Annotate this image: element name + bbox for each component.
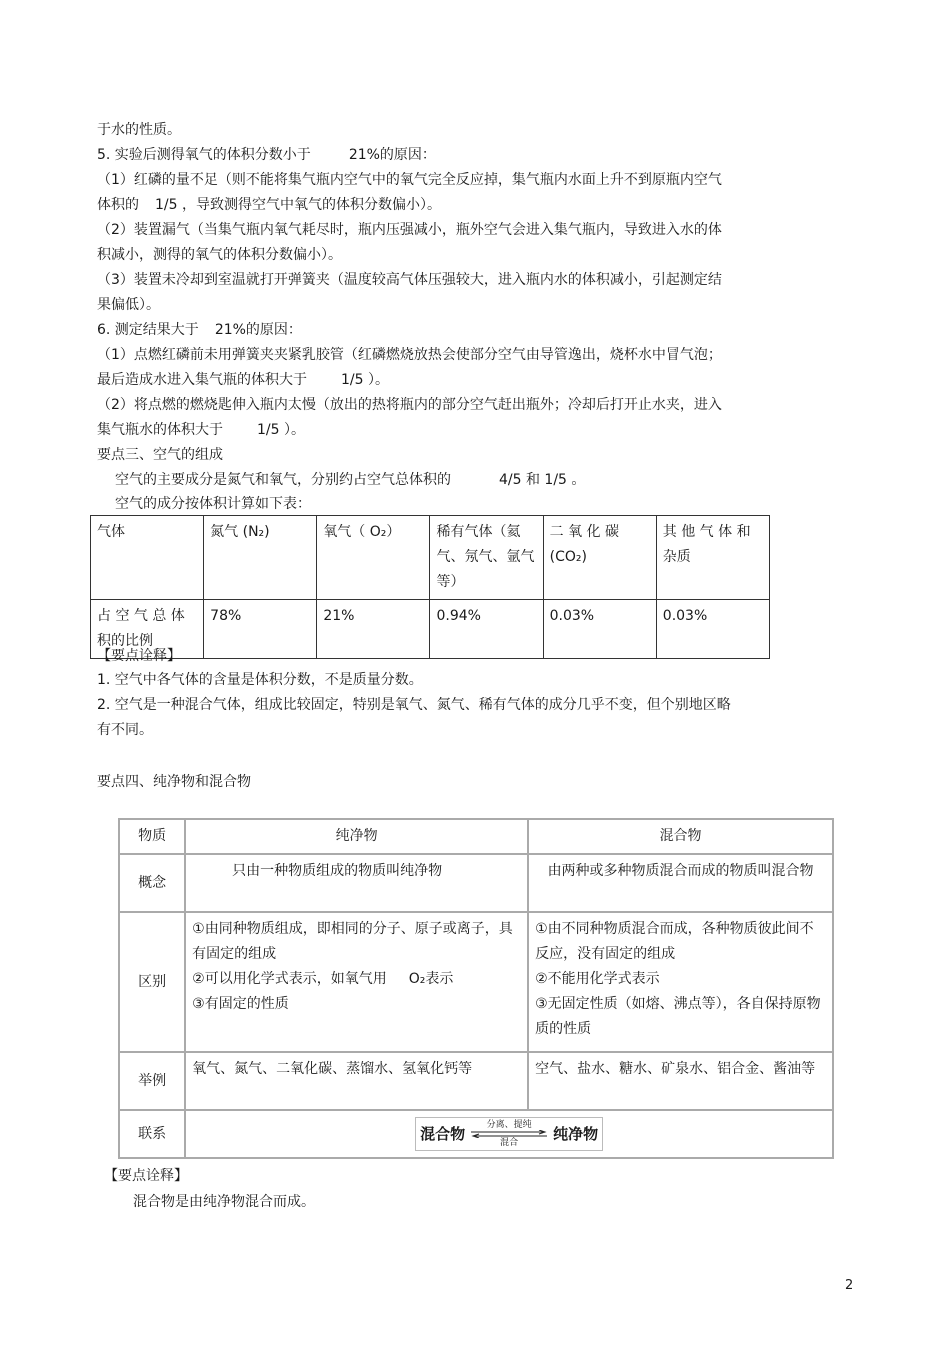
text-line: 混合物是由纯净物混合而成。	[133, 1194, 315, 1210]
note-heading: 【要点诠释】	[97, 648, 181, 664]
text-line: 空气的成分按体积计算如下表：	[115, 496, 311, 512]
table-cell: 纯净物	[185, 819, 528, 854]
text-line: 2. 空气是一种混合气体，组成比较固定，特别是氧气、氮气、稀有气体的成分几乎不变，但个别地区略	[97, 697, 731, 713]
text-line: （2）装置漏气（当集气瓶内氧气耗尽时，瓶内压强减小，瓶外空气会进入集气瓶内，导致进入水的体	[97, 222, 722, 238]
table-cell: 只由一种物质组成的物质叫纯净物	[185, 854, 528, 912]
table-cell: 二 氧 化 碳 (CO₂)	[543, 516, 656, 600]
table-cell: 气体	[91, 516, 204, 600]
table-cell	[185, 1110, 833, 1158]
text-line: 1. 空气中各气体的含量是体积分数，不是质量分数。	[97, 672, 423, 688]
text-line: 体积的 1/5 ，导致测得空气中氧气的体积分数偏小）。	[97, 197, 441, 213]
table-cell: 稀有气体（氦气、氖气、氩气等）	[430, 516, 543, 600]
table-cell: 物质	[119, 819, 185, 854]
table-cell: 78%	[204, 600, 317, 659]
page-number: 2	[845, 1278, 854, 1293]
text-line: 果偏低）。	[97, 297, 160, 313]
text-line: 积减小，测得的氧气的体积分数偏小）。	[97, 247, 342, 263]
text-line: 有不同。	[97, 722, 153, 738]
table-cell: ①由不同种物质混合而成，各种物质彼此间不反应，没有固定的组成 ②不能用化学式表示 ③无固定性质（如熔、沸点等），各自保持原物质的性质	[528, 912, 833, 1052]
text-line: 最后造成水进入集气瓶的体积大于 1/5 ）。	[97, 372, 389, 388]
table-cell: 氮气 (N₂)	[204, 516, 317, 600]
table-cell: 0.94%	[430, 600, 543, 659]
mixture-purity-diagram: 混合物 分离、提纯 混合 纯净物	[415, 1117, 603, 1151]
table-cell: ①由同种物质组成，即相同的分子、原子或离子，具有固定的组成 ②可以用化学式表示，如氧气用 O₂表示 ③有固定的性质	[185, 912, 528, 1052]
text-line: 集气瓶水的体积大于 1/5 ）。	[97, 422, 305, 438]
table-cell: 占 空 气 总 体积的比例	[91, 600, 204, 659]
table-cell: 其 他 气 体 和杂质	[656, 516, 769, 600]
section-heading: 要点三、空气的组成	[97, 447, 223, 463]
table-cell: 氧气、氮气、二氧化碳、蒸馏水、氢氧化钙等	[185, 1052, 528, 1110]
table-cell: 联系	[119, 1110, 185, 1158]
table-cell: 氧气（ O₂）	[317, 516, 430, 600]
table-cell: 空气、盐水、糖水、矿泉水、铝合金、酱油等	[528, 1052, 833, 1110]
text-line: （3）装置未冷却到室温就打开弹簧夹（温度较高气体压强较大，进入瓶内水的体积减小，引起测定结	[97, 272, 722, 288]
table-cell: 0.03%	[656, 600, 769, 659]
table-cell: 混合物	[528, 819, 833, 854]
table-cell: 0.03%	[543, 600, 656, 659]
text-line: 空气的主要成分是氮气和氧气，分别约占空气总体积的 4/5 和 1/5 。	[115, 472, 586, 488]
air-composition-table	[90, 515, 770, 659]
double-arrow-icon	[471, 1130, 547, 1138]
text-line: 于水的性质。	[97, 122, 181, 138]
note-heading: 【要点诠释】	[104, 1168, 188, 1184]
text-line: （2）将点燃的燃烧匙伸入瓶内太慢（放出的热将瓶内的部分空气赶出瓶外；冷却后打开止水夹，进入	[97, 397, 722, 413]
text-line: （1）红磷的量不足（则不能将集气瓶内空气中的氧气完全反应掉，集气瓶内水面上升不到原瓶内空气	[97, 172, 722, 188]
section-heading: 要点四、纯净物和混合物	[97, 774, 251, 790]
table-cell: 区别	[119, 912, 185, 1052]
table-cell: 由两种或多种物质混合而成的物质叫混合物	[528, 854, 833, 912]
table-cell: 举例	[119, 1052, 185, 1110]
text-line: （1）点燃红磷前未用弹簧夹夹紧乳胶管（红磷燃烧放热会使部分空气由导管逸出，烧杯水中冒气泡；	[97, 347, 722, 363]
text-line: 6. 测定结果大于 21%的原因：	[97, 322, 302, 338]
table-cell: 21%	[317, 600, 430, 659]
text-line: 5. 实验后测得氧气的体积分数小于 21%的原因：	[97, 147, 436, 163]
table-cell: 概念	[119, 854, 185, 912]
matter-comparison-table	[118, 818, 834, 1159]
